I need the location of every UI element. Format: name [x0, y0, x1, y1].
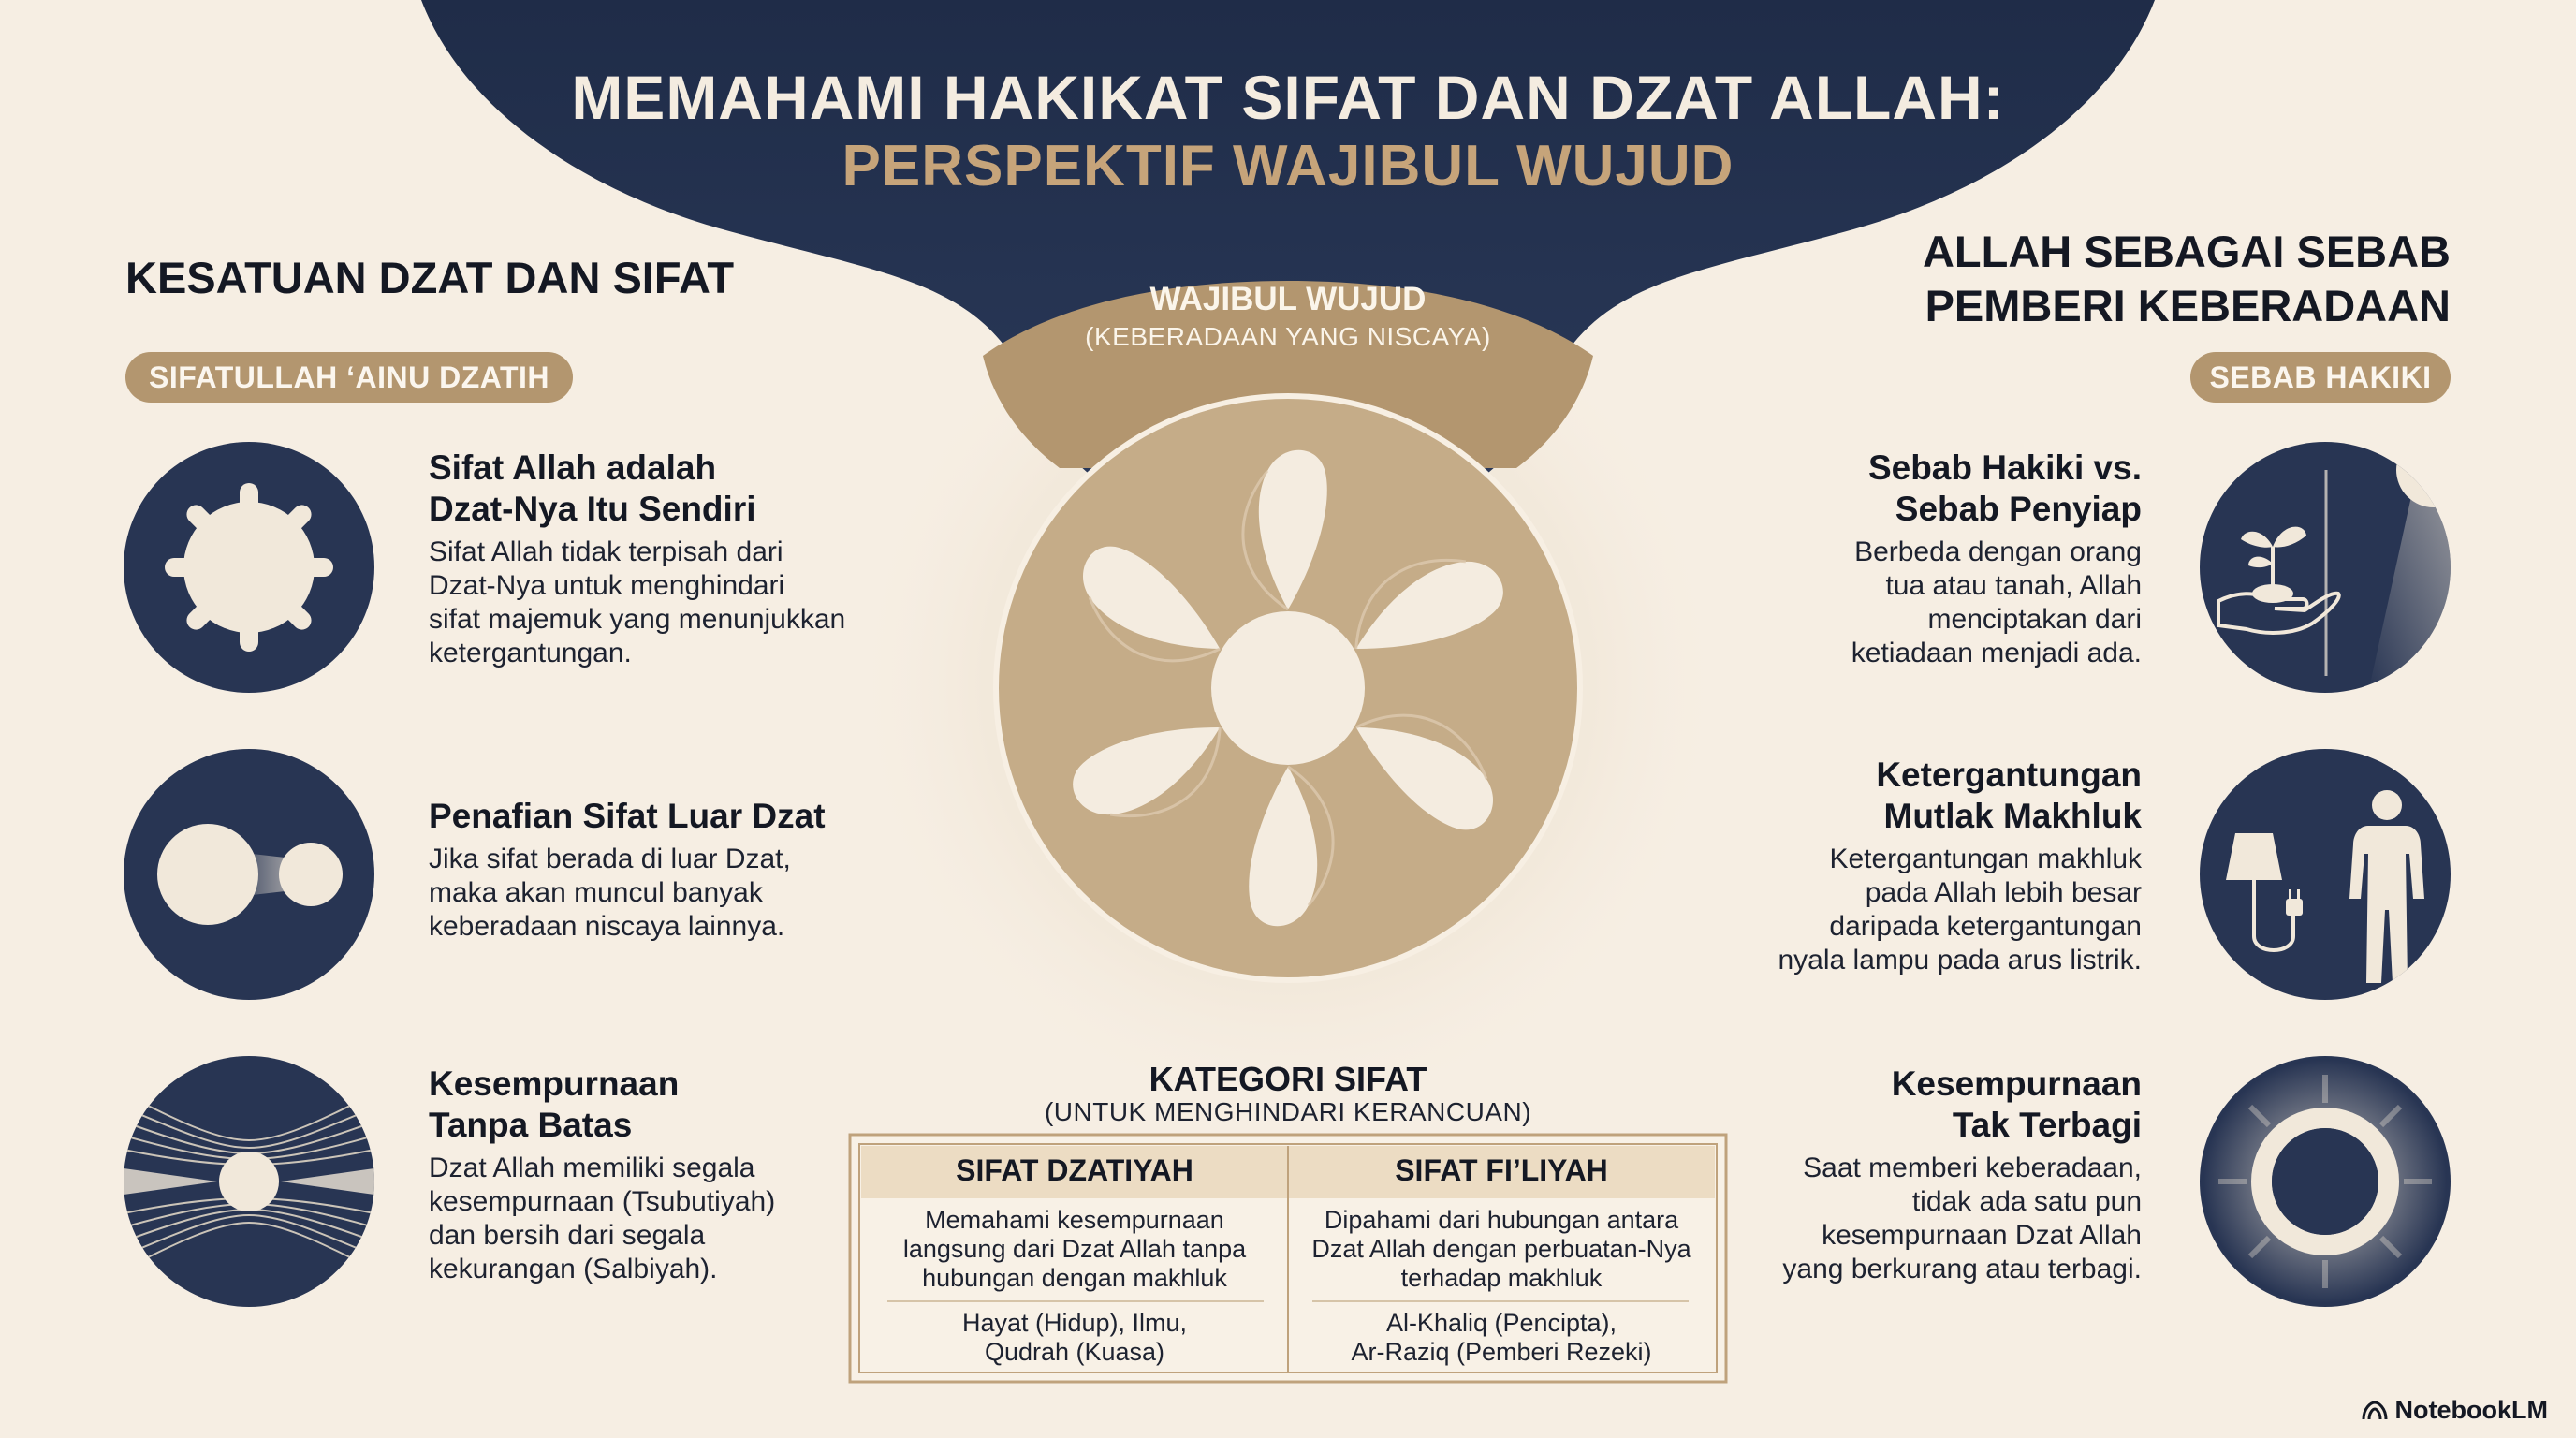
right-item-2-body: Ketergantungan makhluk pada Allah lebih besar daripada ketergantungan nyala lampu pada arus listrik. — [1778, 844, 2142, 976]
right-item-3-title: Kesempurnaan Tak Terbagi — [1891, 1064, 2142, 1144]
kategori-col-1-examples: Hayat (Hidup), Ilmu, Qudrah (Kuasa) — [961, 1309, 1188, 1366]
petal-flower-icon — [996, 396, 1580, 980]
right-item-2-title: Ketergantungan Mutlak Makhluk — [1876, 756, 2142, 835]
right-pill-badge: SEBAB HAKIKI — [2190, 352, 2451, 403]
left-section-heading: KESATUAN DZAT DAN SIFAT — [125, 253, 735, 302]
page-title: MEMAHAMI HAKIKAT SIFAT DAN DZAT ALLAH: — [571, 63, 2005, 132]
right-item-3-body: Saat memberi keberadaan, tidak ada satu pun kesempurnaan Dzat Allah yang berkurang atau terbagi. — [1782, 1152, 2142, 1284]
left-item-2-body: Jika sifat berada di luar Dzat, maka akan muncul banyak keberadaan niscaya lainnya. — [429, 844, 791, 942]
brand-logo — [2362, 1396, 2548, 1425]
left-item-1-body: Sifat Allah tidak terpisah dari Dzat-Nya untuk menghindari sifat majemuk yang menunjukkan ketergantungan. — [429, 536, 846, 668]
radiating-core-icon — [124, 442, 374, 693]
right-section-heading: ALLAH SEBAGAI SEBAB PEMBERI KEBERADAAN — [1922, 227, 2451, 330]
kategori-subtitle: (UNTUK MENGHINDARI KERANCUAN) — [1044, 1097, 1532, 1126]
radiant-ring-icon — [2200, 1056, 2451, 1307]
kategori-col-2-examples: Al-Khaliq (Pencipta), Ar-Raziq (Pemberi Rezeki) — [1351, 1309, 1652, 1366]
right-item-1-title: Sebab Hakiki vs. Sebab Penyiap — [1867, 448, 2142, 528]
brand-name: NotebookLM — [2394, 1396, 2548, 1424]
kategori-title: KATEGORI SIFAT — [1149, 1060, 1427, 1098]
center-label: WAJIBUL WUJUD — [1149, 281, 1427, 317]
kategori-col-2-desc: Dipahami dari hubungan antara Dzat Allah dengan perbuatan-Nya terhadap makhluk — [1311, 1206, 1691, 1292]
page-subtitle: PERSPEKTIF WAJIBUL WUJUD — [842, 134, 1734, 198]
separated-circles-icon — [124, 749, 374, 1000]
kategori-col-1-desc: Memahami kesempurnaan langsung dari Dzat Allah tanpa hubungan dengan makhluk — [902, 1206, 1247, 1292]
right-item-1-body: Berbeda dengan orang tua atau tanah, Allah menciptakan dari ketiadaan menjadi ada. — [1851, 536, 2142, 668]
wave-lines-icon — [124, 1056, 374, 1307]
kategori-col-1-head: SIFAT DZATIYAH — [956, 1153, 1193, 1187]
notebooklm-icon — [2362, 1401, 2388, 1421]
left-pill-badge: SIFATULLAH ‘AINU DZATIH — [125, 352, 573, 403]
left-item-3-title: Kesempurnaan Tanpa Batas — [429, 1064, 680, 1144]
plant-hand-light-icon — [2200, 442, 2451, 693]
left-item-1-title: Sifat Allah adalah Dzat-Nya Itu Sendiri — [429, 448, 756, 528]
center-sublabel: (KEBERADAAN YANG NISCAYA) — [1085, 322, 1491, 351]
lamp-plug-person-icon — [2200, 749, 2451, 1000]
left-item-2-title: Penafian Sifat Luar Dzat — [429, 797, 826, 835]
kategori-col-2-head: SIFAT FI’LIYAH — [1395, 1153, 1608, 1187]
left-item-3-body: Dzat Allah memiliki segala kesempurnaan (Tsubutiyah) dan bersih dari segala kekurangan (Salbiyah). — [429, 1152, 776, 1284]
